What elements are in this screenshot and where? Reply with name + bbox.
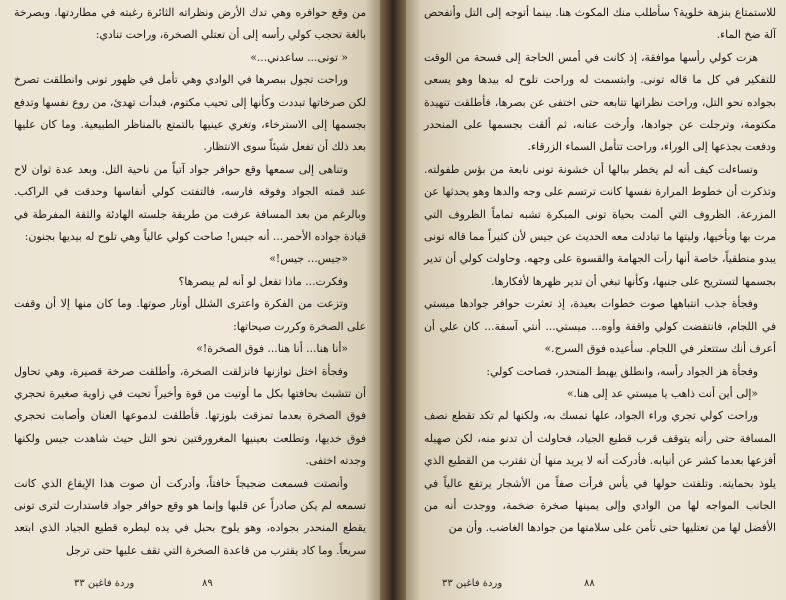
paragraph: وفجأة هز الجواد رأسه، وانطلق يهبط المنحدر، فصاحت كولي: <box>486 364 758 378</box>
paragraph: وتزعت من الفكرة واعترى الشلل أوتار صوتها. وما كان منها إلا أن وقفت على الصخرة وكررت صيحاتها: <box>14 297 366 333</box>
running-title: وردة فاغين ٣٣ <box>442 578 503 589</box>
book-gutter <box>380 0 406 600</box>
paragraph: وفجأة جذب انتباهها صوت خطوات بعيدة، إذ تعثرت حوافر جوادها ميستي في اللجام، فانتفضت كولي واقفة وأوه... ميستي... أنتي آسفة... كان علي أن أعرف أنك ستتعثر في اللجام. سأعيده فوق السرج.» <box>424 297 776 356</box>
paragraph: من وقع حوافره وهي تدك الأرض ونظراته الثائرة رغبته في مطاردتها. وبصرخة بالغة تحجب كولي رأسه إلى أن تعتلي الصخرة، وراحت تنادي: <box>14 6 366 42</box>
paragraph: هزت كولي رأسها موافقة، إذ كانت في أمس الحاجة إلى فسحة من الوقت للتفكير في كل ما قاله تونى. وابتسمت له وراحت تلوح له بيدها وهو يسعى بجواده نحو التل، وراحت نظراتها تتابعه حتى اختفى عن بصرها، فأطلقت تنهيدة مكتومة، وترجلت عن جوادها، وأرخت عنانه، ثم ألقت بجسمها على المنحدر ودفعت بجذعها إلى الوراء، وراحت تتأمل السماء الزرقاء. <box>424 50 776 154</box>
left-page <box>0 0 380 600</box>
paragraph: وراحت كولي تجري وراء الجواد، علها تمسك به، ولكنها لم تكد تقطع نصف المسافة حتى رأته يتوقف قرب قطيع الجياد، فحاولت أن تدنو منه، لكن صهيله أفزعها بعدما كشر عن أنيابه. فأدركت أنه لا يريد منها أن تقترب من القطيع الذي يلوذ بحمايته. وتلفتت حولها في يأس فرأت صفاً من الأشجار يرتفع عالياً في الجانب المواجه لها من الوادي وإلى يمينها صخرة ضخمة، ووجدت أنه من الأفضل لها من تعتليها حتى تأمن على سلامتها من جوادها الغاضب. وأن من <box>424 409 776 535</box>
paragraph: وتساءلت كيف أنه لم يخطر ببالها أن خشونة تونى نابعة من بؤس طفولته. وتذكرت أن خطوط المرارة نفسها كانت ترتسم على وجه والدها وهو يحدثها عن المزرعة. الظروف التي ألمت بحياة تونى المبكرة تشبه تماماً الظروف التي مرت بها وبأخيها، وليتها ما تبادلت معه الحديث عن جيس لأن كثيراً مما قاله تونى يبدو منطقياً، خاصة أنها رأت الجهامة والقسوة على وجهه. وحاولت كولي أن تدير بجسمها لتستريح على جنبها، وكأنها تبغي أن تدير ظهرها لأفكارها. <box>424 162 776 288</box>
paragraph: وتناهى إلى سمعها وقع حوافر جواد آتياً من ناحية التل. وبعد عدة ثوان لاح عند قمته الجواد وفوقه فارسه، فالتفتت كولي أنفاسها وحدقت في الراكب. وبالرغم من بعد المسافة عرفت من طريقة جلسته الهادئة والثقة المفرطة في قيادة جواده الأحمر... أنه جيس! صاحت كولي عالياً وهي تلوح له بيديها بجنون: <box>14 162 366 244</box>
paragraph: « تونى... ساعدني...» <box>250 50 348 64</box>
right-page-body <box>424 2 776 540</box>
paragraph: للاستمتاع بنزهة خلوية؟ سأطلب منك المكوث هنا. بينما أتوجه إلى التل وأتفحص آلة ضخ الماء. <box>424 6 776 42</box>
paragraph: وفكرت... ماذا تفعل لو أنه لم يبصرها؟ <box>178 274 348 288</box>
page-number: ٨٩ <box>202 578 213 589</box>
page-number: ٨٨ <box>584 578 595 589</box>
running-title: وردة فاغين ٣٣ <box>74 578 135 589</box>
paragraph: «إلى أين أنت ذاهب يا ميستي عد إلى هنا.» <box>566 386 758 400</box>
paragraph: «أنا هنا... أنا هنا... فوق الصخرة!» <box>196 342 348 356</box>
right-page <box>406 0 786 600</box>
paragraph: وفجأة اختل توازنها فانزلقت الصخرة، وأطلقت صرخة قصيرة، وهي تحاول أن تتشبث بحافتها بكل ما أوتيت من قوة وأخيراً تحيت في زاوية صغيرة تحجري فوق الصخرة بعدما تمزقت بلوزتها. فأطلقت لدموعها العنان وأصابت تحجري فوق خديها، وتطلعت بعينيها المغرورقتين نحو التل حيث شاهدت جيس ولكنها وجدته اختفى. <box>14 364 366 468</box>
paragraph: «جيس... جيس!» <box>269 252 348 266</box>
paragraph: وأنصتت فسمعت ضجيجاً خافتاً، وأدركت أن صوت هذا الإيقاع الذي كانت تسمعه لم يكن صادراً عن قلبها وإنما هو وقع حوافر جواد فاستدارت لترى تونى يقطع المنحدر بجواده، وهو يلوح بحبل في يده ليطره قطيع الجياد الذي ابتعد سريعاً. وما كاد يقترب من قاعدة الصخرة التي تقف عليها حتى ترجل <box>14 476 366 557</box>
paragraph: وراحت تجول ببصرها في الوادي وهي تأمل في ظهور تونى وانطلقت تصرخ لكن صرخاتها تبددت وكأنها إلى تحيب مكتوم، فبدأت تهدئ، من روع نفسها وتدفع بجسمها إلى الاسترخاء، وتغري عينيها بالتمتع بالمناظر الطبيعية. وما كان عليها بعد ذلك أن تفعل شيئاً سوى الانتظار. <box>14 73 366 154</box>
left-page-body <box>14 2 366 562</box>
